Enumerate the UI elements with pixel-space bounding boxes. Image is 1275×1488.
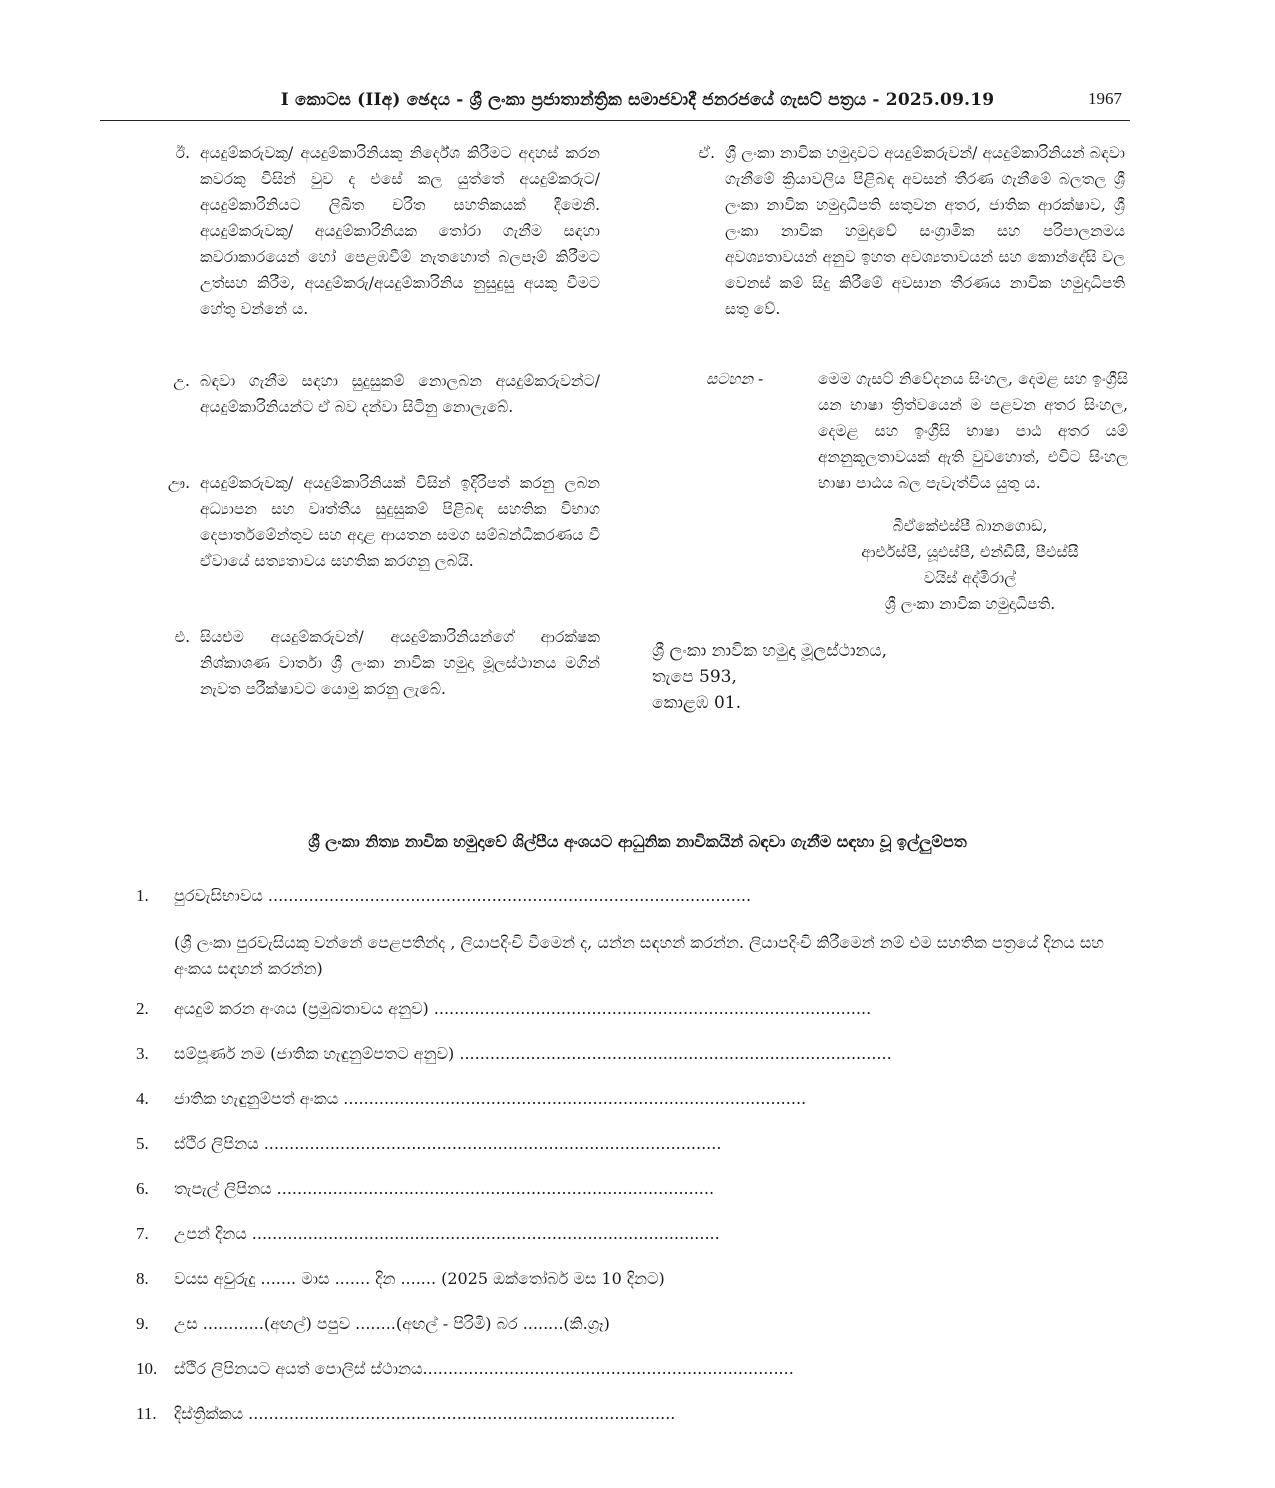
form-item-text: පුරවැසිභාවය ............................................................................................... xyxy=(174,886,752,905)
form-item-text: උපන් දිනය ............................................................................................ xyxy=(174,1224,720,1243)
address-line: තැපෙ 593, xyxy=(652,667,737,687)
note-text: මෙම ගැසට් නිවේදනය සිංහල, දෙමළ සහ ඉංග්‍රීසි යන භාෂා ත්‍රිත්වයෙන් ම පළවන අතර සිංහල, දෙමළ සහ ඉංග්‍රීසි භාෂා පාඨ අතර යම් අනනුකූලතාවයක් ඇති වුවහොත්, එවිට සිංහල භාෂා පාඨය බල පැවැත්විය යුතු ය. xyxy=(818,370,1128,492)
form-item-number: 1. xyxy=(136,886,149,905)
clause-uu xyxy=(167,470,600,574)
clause-text: සියළුම අයදුම්කරුවන්/ අයදුම්කාරිනියන්ගේ ආරක්ෂක නිශ්කාශණ වාර්තා ශ්‍රී ලංකා නාවික හමුදා මූලස්ථානය මගින් නැවත පරීක්ෂාවට යොමු කරනු ලැබේ. xyxy=(200,628,600,698)
clause-u xyxy=(173,368,600,420)
clause-label: උ. xyxy=(173,372,190,390)
form-item-number: 10. xyxy=(136,1359,158,1378)
clause-text: ශ්‍රී ලංකා නාවික හමුදාවට අයදුම්කරුවන්/ අයදුම්කාරිනියන් බඳවා ගැනීමේ ක්‍රියාවලිය පිළිබඳ අවසන් තීරණ ගැනීමේ බලතල ශ්‍රී ලංකා නාවික හමුදාධිපති සතුවන අතර, ජාතික ආරක්ෂාව, ශ්‍රී ලංකා නාවික හමුදාවේ සංග්‍රාමික සහ පරිපාලනමය අවශ්‍යතාවයන් අනුව ඉහත අවශ්‍යතාවයන් සහ කොන්දේසි වල වෙනස් කම් සිදු කිරීමේ අවසාන තීරණය නාවික හමුදාධිපති සතු වේ. xyxy=(725,144,1125,318)
signatory-position: ශ්‍රී ලංකා නාවික හමුදාධිපති. xyxy=(884,595,1056,613)
clause-ee xyxy=(698,140,1125,322)
form-item-text: දිස්ත්‍රික්කය .................................................................................... xyxy=(174,1404,676,1423)
note xyxy=(706,366,1128,496)
page-number: 1967 xyxy=(1088,89,1122,108)
form-item-number: 9. xyxy=(136,1314,149,1333)
note-label: සටහන - xyxy=(706,370,764,388)
clause-ii xyxy=(175,140,600,322)
signatory-rank: වයිස් අද්මිරාල් xyxy=(923,569,1017,587)
form-item-number: 3. xyxy=(136,1044,149,1063)
signatory-name: බීඒකේඑස්පී බානගොඩ, xyxy=(892,517,1048,535)
form-item-text: තැපැල් ලිපිනය ...................................................................................... xyxy=(174,1179,715,1198)
clause-label: ඊ. xyxy=(175,144,190,162)
form-item-text: උස ............(අඟල්) පපුව ........(අඟල් - පිරිමි) බර ........(කි.ග්‍රෑ) xyxy=(174,1314,610,1333)
clause-text: අයදුම්කරුවකු/ අයදුම්කාරිනියක් විසින් ඉදිරිපත් කරනු ලබන අධ්‍යාපන සහ වෘත්තීය සුදුසුකම් පිළිබඳ සහතික විභාග දෙපාර්තමේන්තුව සහ අදාළ ආයතන සමග සම්බන්ධීකරණය වී ඒවායේ සත්‍යතාවය සහතික කරගනු ලබයි. xyxy=(200,474,600,570)
form-item-number: 5. xyxy=(136,1134,149,1153)
form-item-text: වයස අවුරුදු ....... මාස ....... දින ....... (2025 ඔක්තෝබර් මස 10 දිනට) xyxy=(174,1269,665,1288)
form-item-number: 6. xyxy=(136,1179,149,1198)
form-item-number: 2. xyxy=(136,999,149,1018)
form-item-number: 11. xyxy=(136,1404,157,1423)
clause-label: එ. xyxy=(174,628,190,646)
form-item-text: ස්ථිර ලිපිනයට අයත් පොලිස් ස්ථානය......................................................................... xyxy=(174,1359,794,1378)
gazette-header-title: I කොටස (IIඅ) ඡෙදය - ශ්‍රී ලංකා ප්‍රජාතාන්ත්‍රික සමාජවාදී ජනරජයේ ගැසට් පත්‍රය - 2025.09.19 xyxy=(280,90,995,110)
form-item-text: ජාතික හැඳුනුම්පත් අංකය ........................................................................................... xyxy=(174,1089,807,1108)
form-item-text: ස්ථිර ලිපිනය .......................................................................................... xyxy=(174,1134,722,1153)
form-citizenship-note: (ශ්‍රී ලංකා පුරවැසියකු වන්නේ පෙළපතින්ද , ලියාපදිංචි වීමෙන් ද, යන්න සඳහන් කරන්න. ලියාපදිංචි කිරීමෙන් නම් එම සහතික පත්‍රයේ දිනය සහ අංකය සඳහන් කරන්න) xyxy=(174,933,1105,978)
form-item-number: 8. xyxy=(136,1269,149,1288)
form-item-text: අයදුම් කරන අංශය (ප්‍රමුඛතාවය අනුව) ...................................................................................... xyxy=(174,999,872,1018)
address-line: කොළඹ 01. xyxy=(652,693,741,713)
clause-label: ඒ. xyxy=(698,144,715,162)
address-line: ශ්‍රී ලංකා නාවික හමුදා මූලස්ථානය, xyxy=(652,641,887,661)
form-item-text: සම්පූර්ණ නම (ජාතික හැඳුනුම්පතට අනුව) ..................................................................................... xyxy=(174,1044,892,1063)
header-divider xyxy=(100,120,1130,121)
form-title: ශ්‍රී ලංකා නිත්‍ය නාවික හමුදාවේ ශිල්පීය අංශයට ආධුනික නාවිකයින් බඳවා ගැනීම සඳහා වූ ඉල්ලුම්පත xyxy=(308,832,967,851)
clause-e xyxy=(174,624,600,702)
clause-text: අයදුම්කරුවකු/ අයදුම්කාරිනියකු නිර්දේශ කිරීමට අදහස් කරන කවරකු විසින් වුව ද එසේ කල යුත්තේ අයදුම්කරුට/ අයදුම්කාරිනියට ලිඛිත චරිත සහතිකයක් දීමෙනි. අයදුම්කරුවකු/ අයදුම්කාරිනියක තෝරා ගැනීම සඳහා කවරාකාරයෙන් හෝ පෙළඹවීම් නැතහොත් බලපෑම් කිරීමට උත්සහ කිරීම, අයදුම්කරු/අයදුම්කාරිනිය නුසුදුසු අයකු වීමට හේතු වන්නේ ය. xyxy=(200,144,600,318)
form-item-number: 7. xyxy=(136,1224,149,1243)
address-block xyxy=(652,638,887,716)
clause-text: බඳවා ගැනීම සඳහා සුදුසුකම් නොලබන අයදුම්කරුවන්ට/අයදුම්කාරිනියන්ට ඒ බව දන්වා සිටිනු නොලැබේ. xyxy=(200,372,600,416)
signature-block xyxy=(760,513,1180,617)
signatory-titles: ආර්එස්පී, යූඑස්පී, එන්ඩීසී, පීඑස්සී xyxy=(861,543,1079,561)
clause-label: ඌ. xyxy=(167,474,190,492)
form-item-number: 4. xyxy=(136,1089,149,1108)
